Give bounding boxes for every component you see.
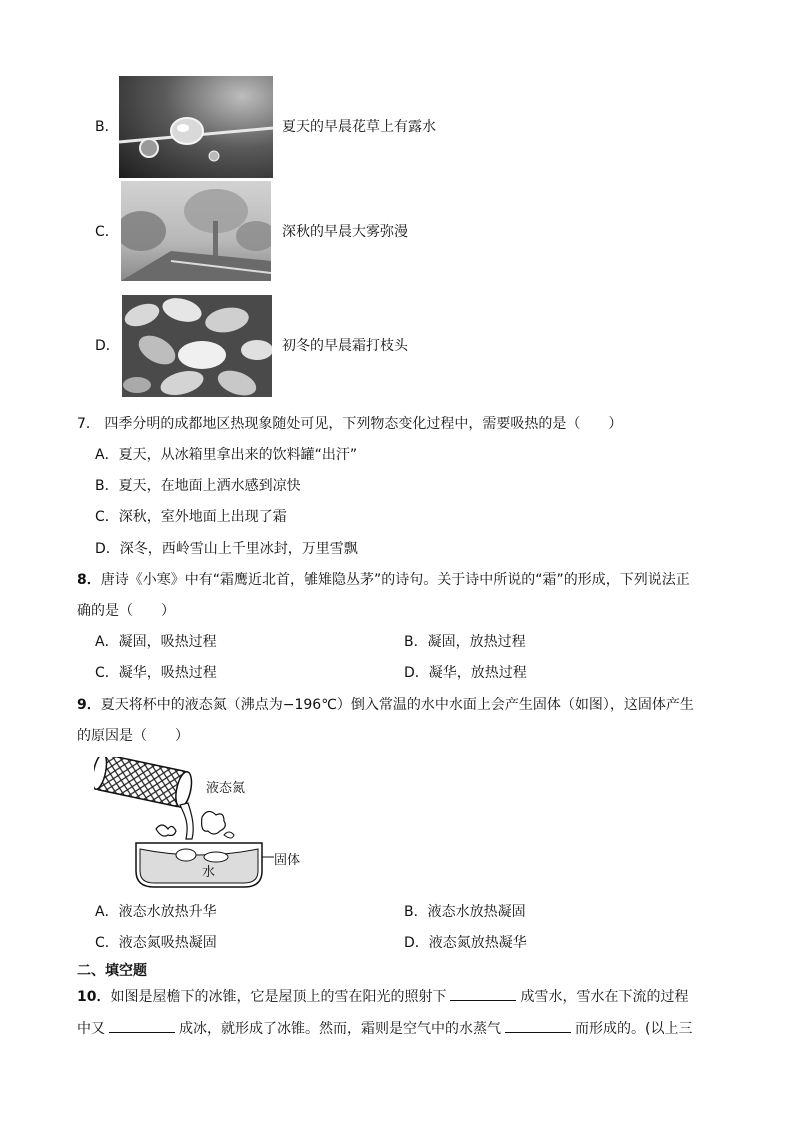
question-text: 而形成的。(以上三 bbox=[575, 1021, 693, 1037]
question-text: 中又 bbox=[77, 1021, 105, 1037]
question-text: 成冰，就形成了冰锥。然而，霜则是空气中的水蒸气 bbox=[179, 1021, 501, 1037]
option-text: 夏天的早晨花草上有露水 bbox=[282, 119, 436, 135]
choice-b: B．凝固，放热过程 bbox=[404, 634, 526, 650]
question-stem-cont: 的原因是（ ） bbox=[77, 728, 189, 744]
choice-c: C．液态氮吸热凝固 bbox=[95, 935, 217, 951]
choice-b: B．液态水放热凝固 bbox=[404, 904, 526, 920]
dew-drops-icon bbox=[119, 76, 273, 178]
fog-trees-icon bbox=[121, 181, 271, 281]
option-letter: C． bbox=[95, 224, 119, 240]
choice-d: D．深冬，西岭雪山上千里冰封，万里雪飘 bbox=[95, 541, 358, 557]
question-stem: 7． 四季分明的成都地区热现象随处可见，下列物态变化过程中，需要吸热的是（ ） bbox=[77, 416, 623, 432]
question-stem: 夏天将杯中的液态氮（沸点为−196℃）倒入常温的水中水面上会产生固体（如图），这固体产生 bbox=[100, 697, 694, 713]
nitrogen-figure bbox=[94, 757, 314, 889]
option-letter: D． bbox=[95, 338, 120, 354]
choice-c: C．凝华，吸热过程 bbox=[95, 665, 217, 681]
question-number: 10． bbox=[77, 989, 111, 1005]
choice-c: C．深秋，室外地面上出现了霜 bbox=[95, 509, 287, 525]
question-text: 成雪水，雪水在下流的过程 bbox=[520, 989, 689, 1005]
question-number: 8． bbox=[77, 572, 101, 588]
option-text: 深秋的早晨大雾弥漫 bbox=[282, 224, 408, 240]
question-text: 如图是屋檐下的冰锥，它是屋顶上的雪在阳光的照射下 bbox=[110, 989, 447, 1005]
frost-leaves-icon bbox=[122, 295, 272, 397]
choice-a: A．液态水放热升华 bbox=[95, 904, 217, 920]
figure-label-solid: 固体 bbox=[274, 853, 301, 868]
choice-a: A．夏天，从冰箱里拿出来的饮料罐“出汗” bbox=[95, 447, 358, 463]
dew-drops-photo bbox=[119, 76, 273, 178]
question-number: 9． bbox=[77, 697, 101, 713]
fog-park-photo bbox=[121, 181, 271, 281]
figure-label-liquid-nitrogen: 液态氮 bbox=[206, 781, 246, 796]
frost-leaves-photo bbox=[122, 295, 272, 397]
answer-blank-2[interactable] bbox=[109, 1018, 175, 1033]
answer-blank-3[interactable] bbox=[505, 1018, 571, 1033]
figure-label-water: 水 bbox=[202, 865, 216, 880]
question-stem-cont: 确的是（ ） bbox=[77, 603, 175, 619]
option-letter: B． bbox=[95, 119, 119, 135]
choice-a: A．凝固，吸热过程 bbox=[95, 634, 217, 650]
choice-d: D．凝华，放热过程 bbox=[404, 665, 527, 681]
section-title: 二、填空题 bbox=[77, 963, 147, 979]
answer-blank-1[interactable] bbox=[450, 986, 516, 1001]
question-stem: 唐诗《小寒》中有“霜鹰近北首，雊雉隐丛茅”的诗句。关于诗中所说的“霜”的形成，下列说法正 bbox=[100, 572, 690, 588]
choice-d: D．液态氮放热凝华 bbox=[404, 935, 527, 951]
option-text: 初冬的早晨霜打枝头 bbox=[282, 338, 408, 354]
choice-b: B．夏天，在地面上洒水感到凉快 bbox=[95, 478, 301, 494]
